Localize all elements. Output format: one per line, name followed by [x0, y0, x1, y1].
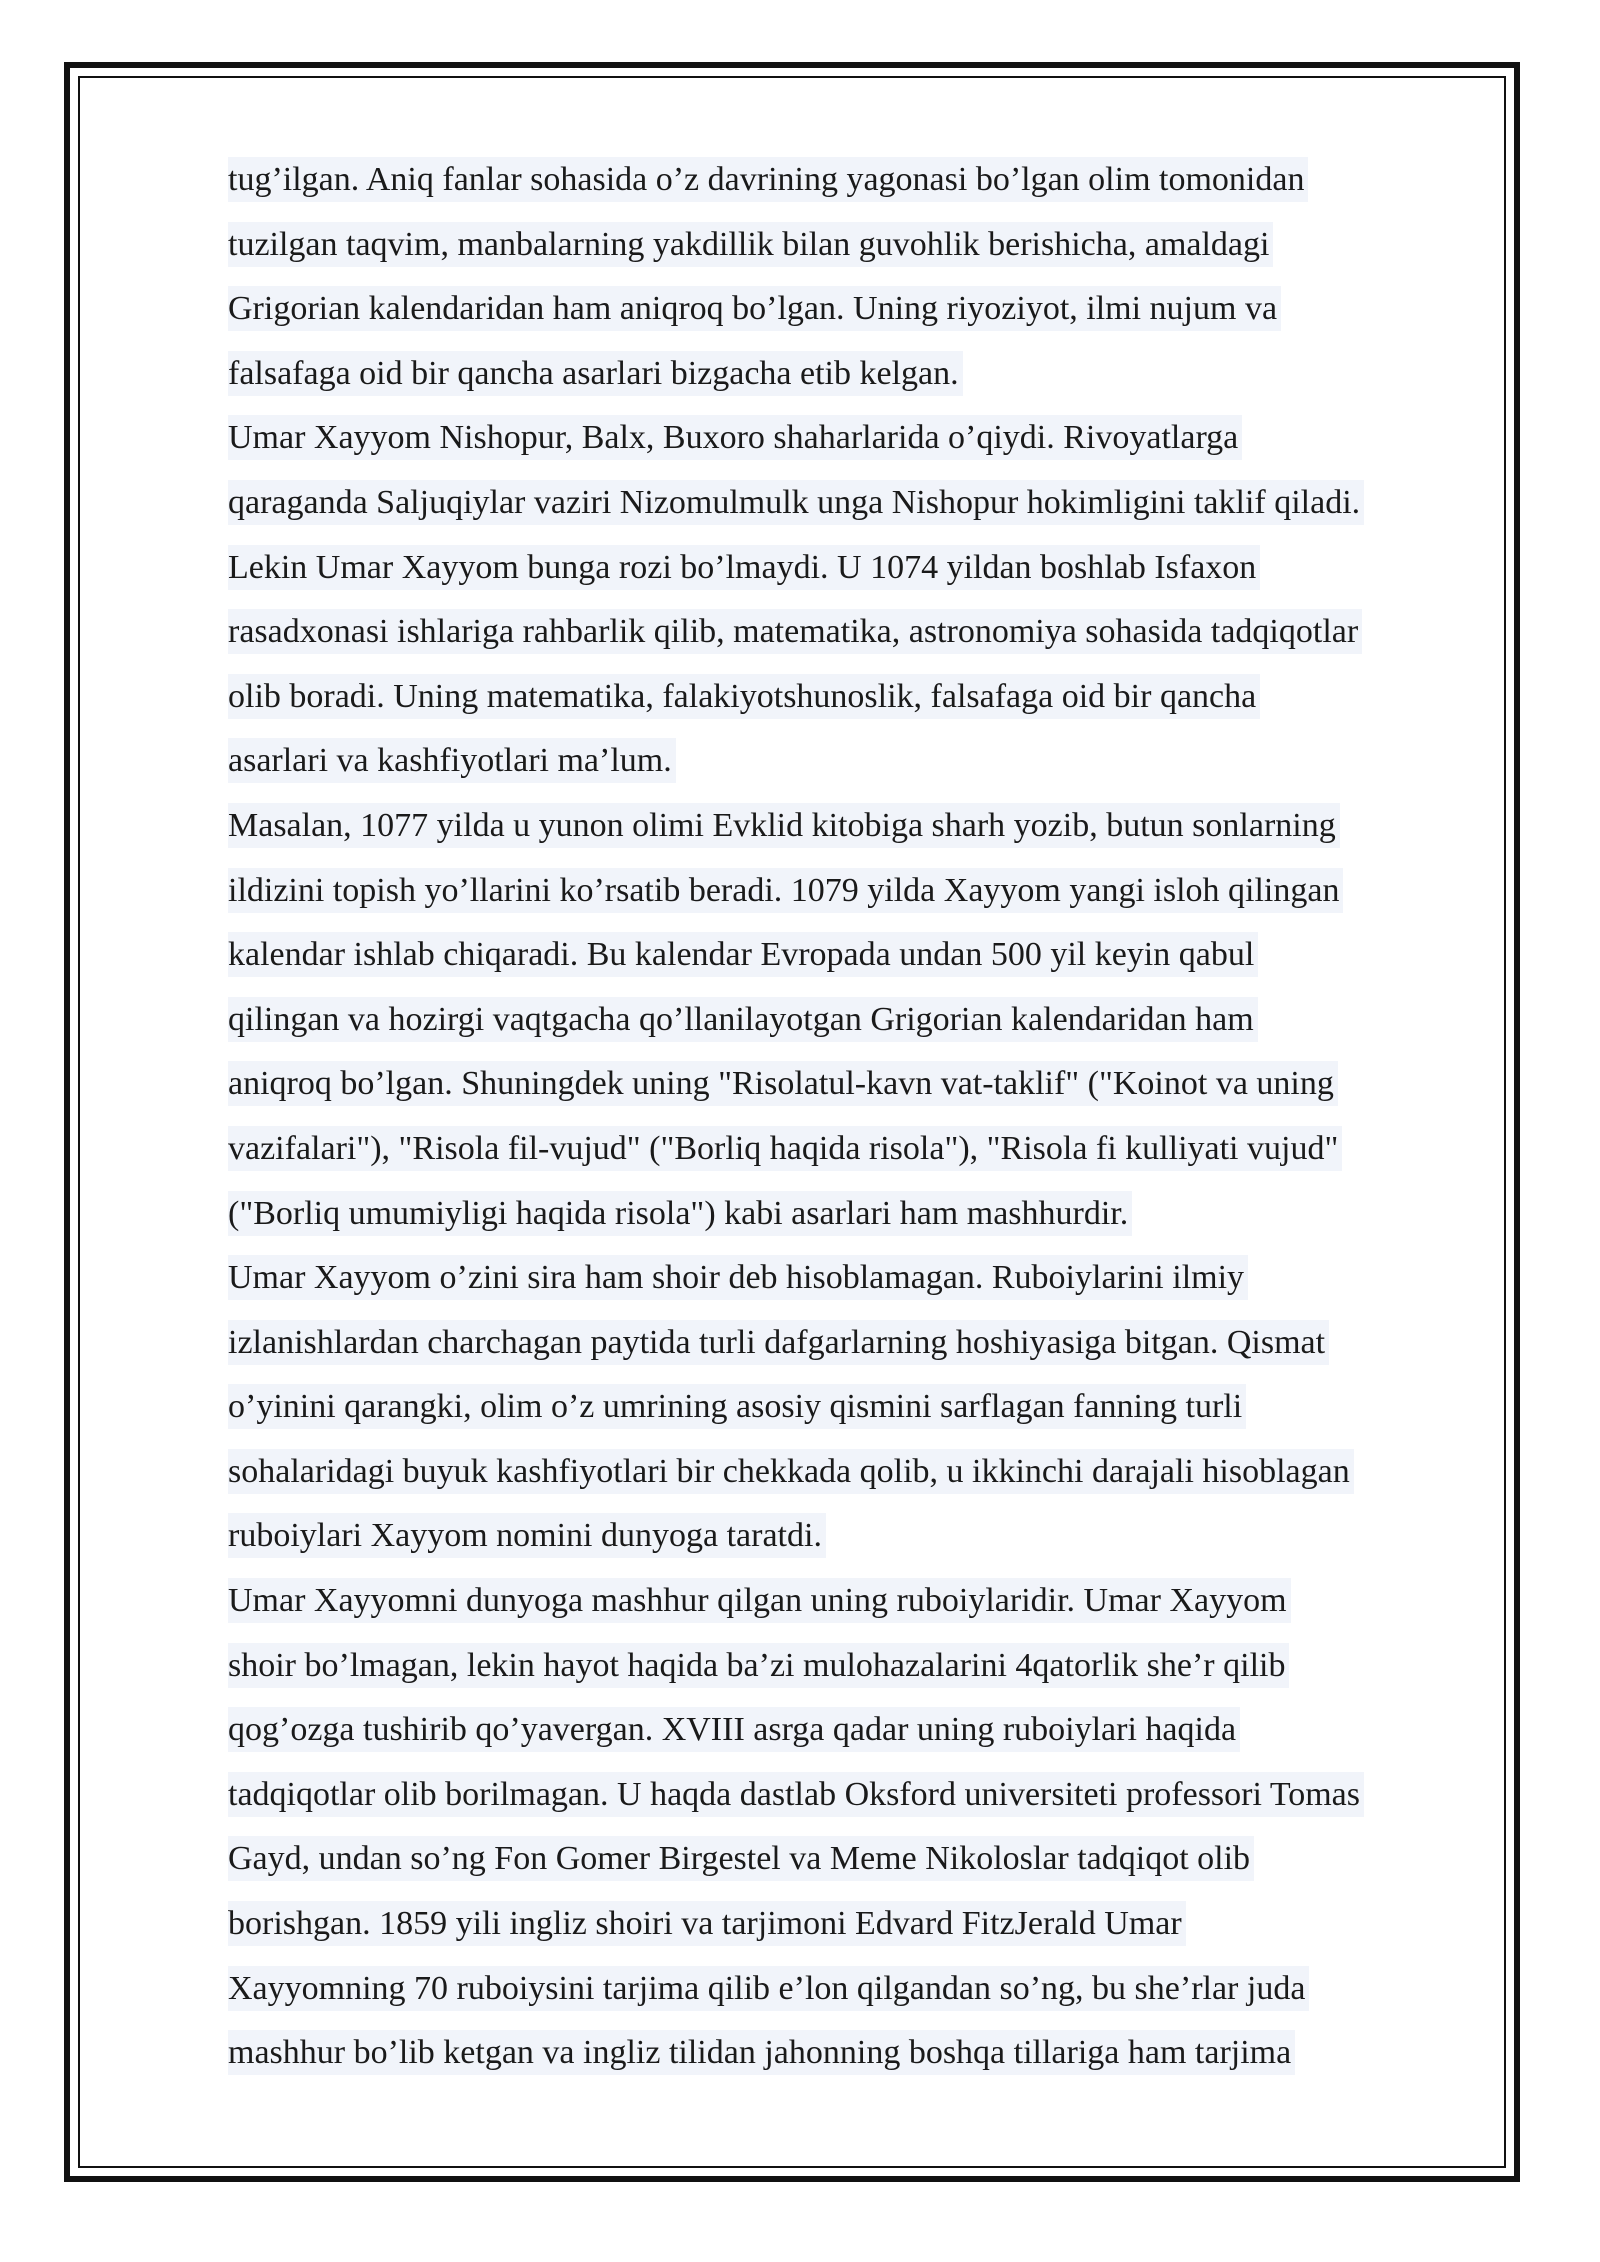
text-line: Grigorian kalendaridan ham aniqroq bo’lgan. Uning riyoziyot, ilmi nujum va [228, 277, 1488, 342]
text-line: olib boradi. Uning matematika, falakiyotshunoslik, falsafaga oid bir qancha [228, 665, 1488, 730]
text-line: sohalaridagi buyuk kashfiyotlari bir chekkada qolib, u ikkinchi darajali hisoblagan [228, 1440, 1488, 1505]
text-line: izlanishlardan charchagan paytida turli dafgarlarning hoshiyasiga bitgan. Qismat [228, 1311, 1488, 1376]
text-line: qilingan va hozirgi vaqtgacha qo’llanilayotgan Grigorian kalendaridan ham [228, 988, 1488, 1053]
text-line: vazifalari"), "Risola fil-vujud" ("Borliq haqida risola"), "Risola fi kulliyati vujud" [228, 1117, 1488, 1182]
text-line: ("Borliq umumiyligi haqida risola") kabi asarlari ham mashhurdir. [228, 1182, 1488, 1247]
text-line: ruboiylari Xayyom nomini dunyoga taratdi. [228, 1504, 1488, 1569]
text-line: Gayd, undan so’ng Fon Gomer Birgestel va Meme Nikoloslar tadqiqot olib [228, 1827, 1488, 1892]
text-line: qog’ozga tushirib qo’yavergan. XVIII asrga qadar uning ruboiylari haqida [228, 1698, 1488, 1763]
text-line: tug’ilgan. Aniq fanlar sohasida o’z davrining yagonasi bo’lgan olim tomonidan [228, 148, 1488, 213]
text-line: o’yinini qarangki, olim o’z umrining asosiy qismini sarflagan fanning turli [228, 1375, 1488, 1440]
text-line: shoir bo’lmagan, lekin hayot haqida ba’zi mulohazalarini 4qatorlik she’r qilib [228, 1634, 1488, 1699]
document-body [228, 148, 1488, 2086]
text-line: kalendar ishlab chiqaradi. Bu kalendar Evropada undan 500 yil keyin qabul [228, 923, 1488, 988]
text-line: Umar Xayyomni dunyoga mashhur qilgan uning ruboiylaridir. Umar Xayyom [228, 1569, 1488, 1634]
text-line: Umar Xayyom Nishopur, Balx, Buxoro shaharlarida o’qiydi. Rivoyatlarga [228, 406, 1488, 471]
text-line: rasadxonasi ishlariga rahbarlik qilib, matematika, astronomiya sohasida tadqiqotlar [228, 600, 1488, 665]
text-line: ildizini topish yo’llarini ko’rsatib beradi. 1079 yilda Xayyom yangi isloh qilingan [228, 859, 1488, 924]
text-line: tadqiqotlar olib borilmagan. U haqda dastlab Oksford universiteti professori Tomas [228, 1763, 1488, 1828]
text-line: qaraganda Saljuqiylar vaziri Nizomulmulk unga Nishopur hokimligini taklif qiladi. [228, 471, 1488, 536]
text-line: Lekin Umar Xayyom bunga rozi bo’lmaydi. U 1074 yildan boshlab Isfaxon [228, 536, 1488, 601]
text-line: tuzilgan taqvim, manbalarning yakdillik bilan guvohlik berishicha, amaldagi [228, 213, 1488, 278]
text-line: aniqroq bo’lgan. Shuningdek uning "Risolatul-kavn vat-taklif" ("Koinot va uning [228, 1052, 1488, 1117]
text-line: asarlari va kashfiyotlari ma’lum. [228, 729, 1488, 794]
text-line: Masalan, 1077 yilda u yunon olimi Evklid kitobiga sharh yozib, butun sonlarning [228, 794, 1488, 859]
text-line: mashhur bo’lib ketgan va ingliz tilidan jahonning boshqa tillariga ham tarjima [228, 2021, 1488, 2086]
text-line: Umar Xayyom o’zini sira ham shoir deb hisoblamagan. Ruboiylarini ilmiy [228, 1246, 1488, 1311]
text-line: Xayyomning 70 ruboiysini tarjima qilib e’lon qilgandan so’ng, bu she’rlar juda [228, 1957, 1488, 2022]
text-line: falsafaga oid bir qancha asarlari bizgacha etib kelgan. [228, 342, 1488, 407]
text-line: borishgan. 1859 yili ingliz shoiri va tarjimoni Edvard FitzJerald Umar [228, 1892, 1488, 1957]
